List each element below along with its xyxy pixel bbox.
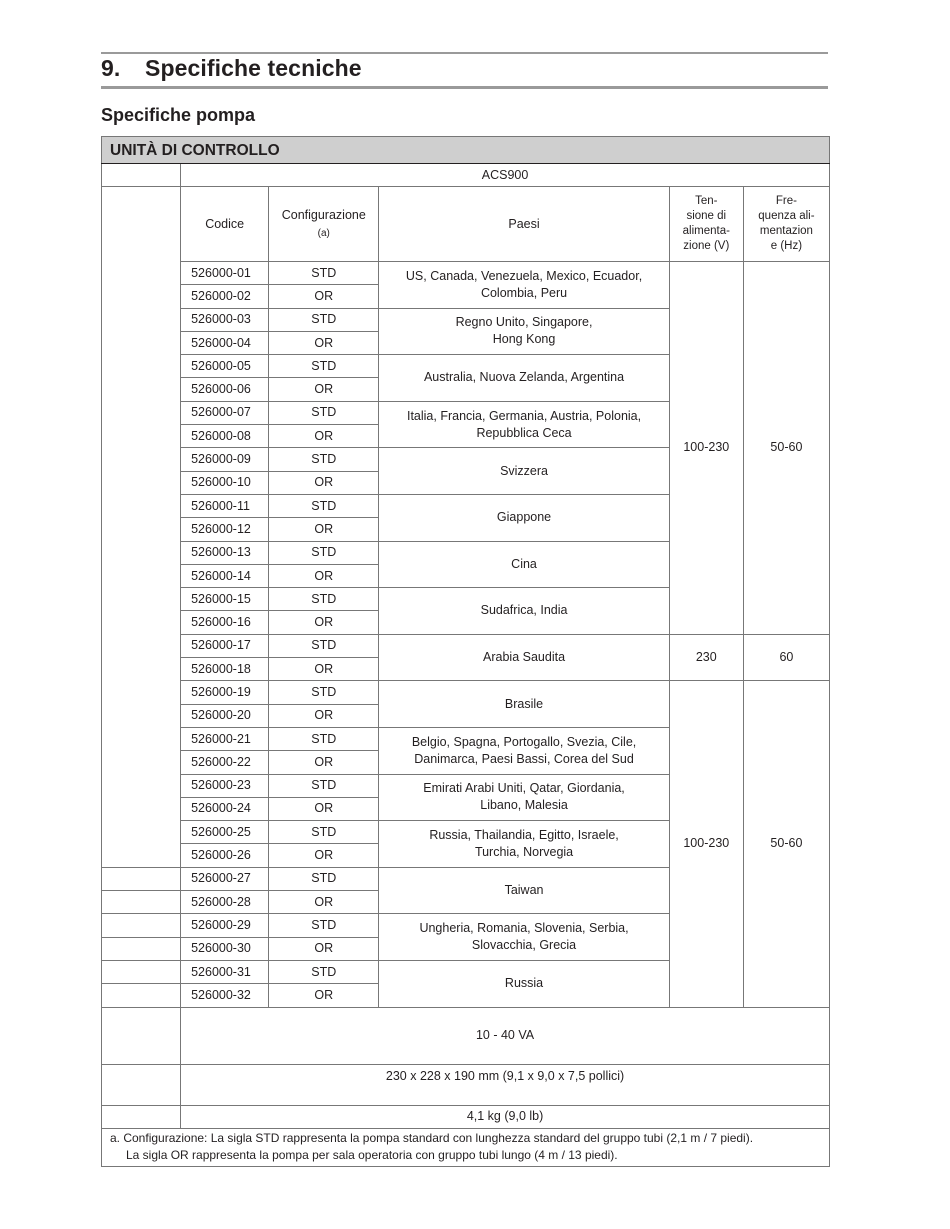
code-cell: 526000-06	[181, 378, 269, 401]
code-cell: 526000-02	[181, 285, 269, 308]
cell-line: alimenta-	[682, 225, 730, 237]
config-cell: STD	[269, 681, 379, 704]
code-cell: 526000-23	[181, 774, 269, 797]
code-cell: 526000-15	[181, 588, 269, 611]
countries-cell	[379, 588, 669, 635]
config-cell: OR	[269, 984, 379, 1007]
config-cell: STD	[269, 588, 379, 611]
model-cell: ACS900	[181, 164, 830, 187]
cell-line: Emirati Arabi Uniti, Qatar, Giordania,	[423, 781, 625, 796]
cell-line: Ten-	[695, 195, 718, 207]
config-cell: STD	[269, 774, 379, 797]
config-cell: OR	[269, 891, 379, 914]
row-label-cell	[102, 1105, 181, 1128]
cell-line: Italia, Francia, Germania, Austria, Polonia,	[406, 408, 642, 423]
row-label-cell	[102, 164, 181, 187]
code-cell: 526000-32	[181, 984, 269, 1007]
chapter-top-rule	[101, 52, 828, 54]
power-consumption-cell: 10 - 40 VA	[181, 1007, 830, 1064]
config-cell: OR	[269, 937, 379, 960]
config-cell: OR	[269, 751, 379, 774]
cell-line: Regno Unito, Singapore,	[455, 315, 593, 330]
frequency-cell: 50-60	[743, 681, 829, 1007]
code-cell: 526000-04	[181, 331, 269, 354]
cell-line: Australia, Nuova Zelanda, Argentina	[423, 370, 625, 385]
cell-line: Svizzera	[500, 463, 548, 478]
cell-line: Libano, Malesia	[480, 798, 568, 813]
code-cell: 526000-29	[181, 914, 269, 937]
cell-line: Slovacchia, Grecia	[471, 938, 577, 953]
header-frequency	[743, 187, 829, 262]
header-code: Codice	[181, 187, 269, 262]
config-cell: STD	[269, 355, 379, 378]
config-cell: OR	[269, 704, 379, 727]
config-cell: STD	[269, 308, 379, 331]
footnote-cell	[102, 1128, 830, 1166]
countries-cell	[379, 774, 669, 821]
header-voltage	[669, 187, 743, 262]
code-cell: 526000-20	[181, 704, 269, 727]
config-cell: OR	[269, 611, 379, 634]
countries-cell	[379, 541, 669, 588]
config-cell: STD	[269, 634, 379, 657]
config-cell: STD	[269, 821, 379, 844]
section-title: Specifiche pompa	[101, 105, 256, 125]
countries-cell	[379, 867, 669, 914]
chapter-number: 9.	[101, 55, 121, 81]
control-unit-spec-table	[101, 136, 830, 1167]
config-cell: OR	[269, 564, 379, 587]
table-row	[102, 634, 830, 657]
config-cell: STD	[269, 494, 379, 517]
cell-line: Repubblica Ceca	[476, 425, 572, 440]
config-cell: STD	[269, 448, 379, 471]
footnote-line: La sigla OR rappresenta la pompa per sala operatoria con gruppo tubi lungo (4 m / 13 piedi).	[126, 1147, 618, 1162]
code-cell: 526000-13	[181, 541, 269, 564]
row-label-cell	[102, 937, 181, 960]
config-cell: OR	[269, 658, 379, 681]
cell-line: US, Canada, Venezuela, Mexico, Ecuador,	[405, 268, 643, 283]
config-cell: OR	[269, 518, 379, 541]
table-row	[102, 262, 830, 285]
cell-line: quenza ali-	[758, 210, 815, 222]
chapter-title-text: Specifiche tecniche	[145, 55, 362, 81]
config-cell: STD	[269, 727, 379, 750]
code-cell: 526000-31	[181, 960, 269, 983]
cell-line: sione di	[686, 210, 727, 222]
code-cell: 526000-27	[181, 867, 269, 890]
code-cell: 526000-17	[181, 634, 269, 657]
countries-cell	[379, 262, 669, 309]
countries-cell	[379, 448, 669, 495]
countries-cell	[379, 634, 669, 681]
countries-cell	[379, 821, 669, 868]
code-cell: 526000-01	[181, 262, 269, 285]
header-config	[269, 187, 379, 262]
cell-line: Russia, Thailandia, Egitto, Israele,	[429, 827, 619, 842]
cell-line: Russia	[504, 976, 544, 991]
config-cell: STD	[269, 262, 379, 285]
cell-line: Cina	[511, 556, 537, 571]
config-cell: OR	[269, 471, 379, 494]
dimensions-cell: 230 x 228 x 190 mm (9,1 x 9,0 x 7,5 pollici)	[181, 1064, 830, 1105]
row-label-cell	[102, 867, 181, 890]
header-config-note: (a)	[317, 227, 330, 239]
row-label-cell	[102, 187, 181, 868]
code-cell: 526000-09	[181, 448, 269, 471]
countries-cell	[379, 355, 669, 402]
code-cell: 526000-26	[181, 844, 269, 867]
code-cell: 526000-16	[181, 611, 269, 634]
config-cell: STD	[269, 960, 379, 983]
cell-line: Hong Kong	[492, 332, 556, 347]
cell-line: Giappone	[496, 510, 552, 525]
countries-cell	[379, 960, 669, 1007]
cell-line: Brasile	[504, 696, 544, 711]
cell-line: e (Hz)	[770, 240, 803, 252]
frequency-cell: 60	[743, 634, 829, 681]
cell-line: Sudafrica, India	[480, 603, 568, 618]
code-cell: 526000-19	[181, 681, 269, 704]
chapter-bottom-rule	[101, 86, 828, 89]
footnote-line: a. Configurazione: La sigla STD rappresenta la pompa standard con lunghezza standard del gruppo tubi (2,1 m / 7 piedi).	[110, 1130, 754, 1145]
row-label-cell	[102, 1064, 181, 1105]
countries-cell	[379, 914, 669, 961]
countries-cell	[379, 401, 669, 448]
code-cell: 526000-22	[181, 751, 269, 774]
countries-cell	[379, 494, 669, 541]
code-cell: 526000-30	[181, 937, 269, 960]
weight-cell: 4,1 kg (9,0 lb)	[181, 1105, 830, 1128]
config-cell: OR	[269, 378, 379, 401]
cell-line: zione (V)	[683, 240, 730, 252]
config-cell: OR	[269, 797, 379, 820]
code-cell: 526000-12	[181, 518, 269, 541]
header-countries: Paesi	[379, 187, 669, 262]
cell-line: Arabia Saudita	[483, 650, 566, 665]
code-cell: 526000-03	[181, 308, 269, 331]
countries-cell	[379, 308, 669, 355]
code-cell: 526000-21	[181, 727, 269, 750]
code-cell: 526000-11	[181, 494, 269, 517]
config-cell: STD	[269, 867, 379, 890]
countries-cell	[379, 681, 669, 728]
frequency-cell: 50-60	[743, 262, 829, 635]
config-cell: OR	[269, 331, 379, 354]
code-cell: 526000-18	[181, 658, 269, 681]
cell-line: Colombia, Peru	[480, 285, 568, 300]
config-cell: STD	[269, 541, 379, 564]
code-cell: 526000-10	[181, 471, 269, 494]
voltage-cell: 100-230	[669, 262, 743, 635]
code-cell: 526000-05	[181, 355, 269, 378]
code-cell: 526000-07	[181, 401, 269, 424]
config-cell: STD	[269, 401, 379, 424]
cell-line: mentazion	[759, 225, 813, 237]
code-cell: 526000-28	[181, 891, 269, 914]
row-label-cell	[102, 1007, 181, 1064]
cell-line: Ungheria, Romania, Slovenia, Serbia,	[419, 921, 629, 936]
cell-line: Taiwan	[504, 883, 544, 898]
cell-line: Turchia, Norvegia	[474, 844, 574, 859]
code-cell: 526000-25	[181, 821, 269, 844]
cell-line: Belgio, Spagna, Portogallo, Svezia, Cile,	[411, 734, 637, 749]
cell-line: Fre-	[775, 195, 797, 207]
config-cell: OR	[269, 844, 379, 867]
config-cell: OR	[269, 285, 379, 308]
voltage-cell: 100-230	[669, 681, 743, 1007]
config-cell: OR	[269, 425, 379, 448]
row-label-cell	[102, 984, 181, 1007]
voltage-cell: 230	[669, 634, 743, 681]
code-cell: 526000-08	[181, 425, 269, 448]
row-label-cell	[102, 891, 181, 914]
header-config-label: Configurazione	[281, 207, 366, 222]
row-label-cell	[102, 960, 181, 983]
chapter-title	[101, 55, 362, 82]
table-row	[102, 681, 830, 704]
code-cell: 526000-14	[181, 564, 269, 587]
code-cell: 526000-24	[181, 797, 269, 820]
table-title: UNITÀ DI CONTROLLO	[102, 137, 830, 164]
config-cell: STD	[269, 914, 379, 937]
row-label-cell	[102, 914, 181, 937]
cell-line: Danimarca, Paesi Bassi, Corea del Sud	[414, 751, 634, 766]
countries-cell	[379, 727, 669, 774]
